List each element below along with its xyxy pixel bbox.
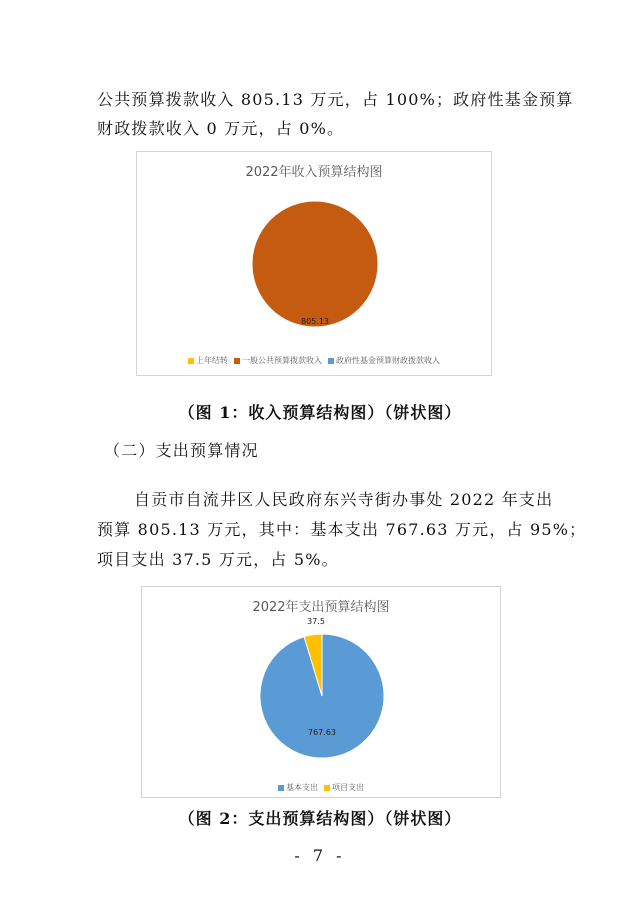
chart-title: 2022年支出预算结构图 xyxy=(252,600,390,615)
pie-slice xyxy=(252,201,378,327)
paragraph-line: 财政拨款收入 0 万元，占 0%。 xyxy=(97,119,345,138)
legend-item xyxy=(234,355,322,366)
chart-title: 2022年收入预算结构图 xyxy=(245,165,383,180)
legend-swatch xyxy=(278,785,284,791)
expense-chart xyxy=(141,586,501,798)
legend-label: 上年结转 xyxy=(196,356,228,365)
paragraph-line: 自贡市自流井区人民政府东兴寺街办事处 2022 年支出 xyxy=(134,490,554,509)
paragraph-line: 项目支出 37.5 万元，占 5%。 xyxy=(97,550,339,569)
legend-item xyxy=(278,782,318,793)
legend-swatch xyxy=(234,358,240,364)
legend-label: 一般公共预算拨款收入 xyxy=(242,356,322,365)
pie-chart-expense xyxy=(142,587,502,799)
data-label: 805.13 xyxy=(301,317,329,326)
paragraph-line: 预算 805.13 万元，其中：基本支出 767.63 万元，占 95%； xyxy=(97,520,587,539)
legend-label: 基本支出 xyxy=(286,783,318,792)
chart-legend xyxy=(142,782,500,793)
figure-caption: （图 1：收入预算结构图）（饼状图） xyxy=(178,403,462,422)
legend-swatch xyxy=(328,358,334,364)
legend-item xyxy=(188,355,228,366)
figure-caption: （图 2：支出预算结构图）（饼状图） xyxy=(178,809,462,828)
legend-item xyxy=(324,782,364,793)
legend-swatch xyxy=(188,358,194,364)
paragraph-line: 公共预算拨款收入 805.13 万元，占 100%；政府性基金预算 xyxy=(97,90,574,109)
data-label: 767.63 xyxy=(308,728,336,737)
legend-item xyxy=(328,355,440,366)
income-chart xyxy=(136,151,492,376)
legend-swatch xyxy=(324,785,330,791)
pie-chart-income xyxy=(137,152,493,377)
section-heading: （二）支出预算情况 xyxy=(104,441,259,460)
data-label: 37.5 xyxy=(307,617,325,626)
chart-legend xyxy=(137,355,491,366)
page-number: - 7 - xyxy=(294,846,346,865)
legend-label: 政府性基金预算财政拨款收入 xyxy=(336,356,440,365)
legend-label: 项目支出 xyxy=(332,783,364,792)
